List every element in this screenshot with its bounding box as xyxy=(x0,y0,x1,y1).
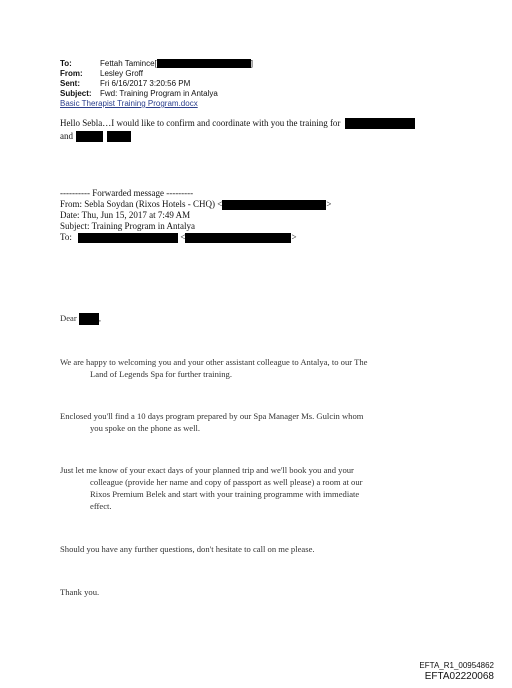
forward-to-label: To: xyxy=(60,232,72,242)
forward-from-close: > xyxy=(326,199,332,209)
paragraph-2 xyxy=(60,410,363,434)
forwarded-block xyxy=(60,188,331,243)
to-close: ] xyxy=(250,59,254,68)
redaction-block xyxy=(76,131,103,142)
redaction-block xyxy=(222,200,326,210)
header-to-row xyxy=(60,59,253,69)
forward-subject: Subject: Training Program in Antalya xyxy=(60,221,195,231)
redaction-block xyxy=(185,233,291,243)
bates-id-1: EFTA_R1_00954862 xyxy=(419,661,494,670)
salutation xyxy=(60,312,101,325)
p3-line-4: effect. xyxy=(90,501,112,511)
redaction-block xyxy=(78,233,178,243)
redaction-block xyxy=(157,59,254,68)
attachment-link[interactable]: Basic Therapist Training Program.docx xyxy=(60,99,198,108)
redaction-block xyxy=(79,313,102,325)
forward-to-mid: < xyxy=(180,232,186,242)
forward-to-row xyxy=(60,232,331,243)
redaction-block xyxy=(345,118,415,129)
intro-line-2 xyxy=(60,131,131,142)
intro-text-1: Hello Sebla…I would like to confirm and coordinate with you the training for xyxy=(60,118,341,128)
paragraph-1 xyxy=(60,356,368,380)
forward-from-row xyxy=(60,199,331,210)
header-from-row xyxy=(60,69,253,79)
p3-line-2: colleague (provide her name and copy of passport as well please) a room at our xyxy=(90,477,363,487)
header-sent-row xyxy=(60,79,253,89)
bates-id-2: EFTA02220068 xyxy=(424,671,494,682)
forward-from-text: From: Sebla Soydan (Rixos Hotels - CHQ) < xyxy=(60,199,223,209)
paragraph-4: Should you have any further questions, don't hesitate to call on me please. xyxy=(60,544,315,554)
p2-line-2: you spoke on the phone as well. xyxy=(90,423,201,433)
paragraph-3 xyxy=(60,464,363,512)
p1-line-2: Land of Legends Spa for further training. xyxy=(90,369,232,379)
forward-to-close: > xyxy=(291,232,297,242)
p3-line-1: Just let me know of your exact days of your planned trip and we'll book you and your xyxy=(60,465,354,475)
p1-line-1: We are happy to welcoming you and your other assistant colleague to Antalya, to our The xyxy=(60,357,368,367)
from-label: From: xyxy=(60,69,83,78)
header-subject-row xyxy=(60,89,253,99)
sent-value: Fri 6/16/2017 3:20:56 PM xyxy=(100,79,191,88)
salutation-end: , xyxy=(98,313,102,323)
p2-line-1: Enclosed you'll find a 10 days program prepared by our Spa Manager Ms. Gulcin whom xyxy=(60,411,364,421)
p3-line-3: Rixos Premium Belek and start with your training programme with immediate xyxy=(90,489,360,499)
subject-value: Fwd: Training Program in Antalya xyxy=(100,89,218,98)
from-value: Lesley Groff xyxy=(100,69,143,78)
sent-label: Sent: xyxy=(60,79,80,88)
to-value: Fettah Tamince[ xyxy=(100,59,157,68)
forward-date: Date: Thu, Jun 15, 2017 at 7:49 AM xyxy=(60,210,191,220)
forward-divider: ---------- Forwarded message --------- xyxy=(60,188,194,198)
intro-line-1 xyxy=(60,118,415,129)
to-label: To: xyxy=(60,59,72,68)
email-header xyxy=(60,59,253,109)
redaction-block xyxy=(107,131,131,142)
intro-text-2: and xyxy=(60,131,73,141)
closing: Thank you. xyxy=(60,587,100,597)
subject-label: Subject: xyxy=(60,89,92,98)
salutation-text: Dear xyxy=(60,313,77,323)
